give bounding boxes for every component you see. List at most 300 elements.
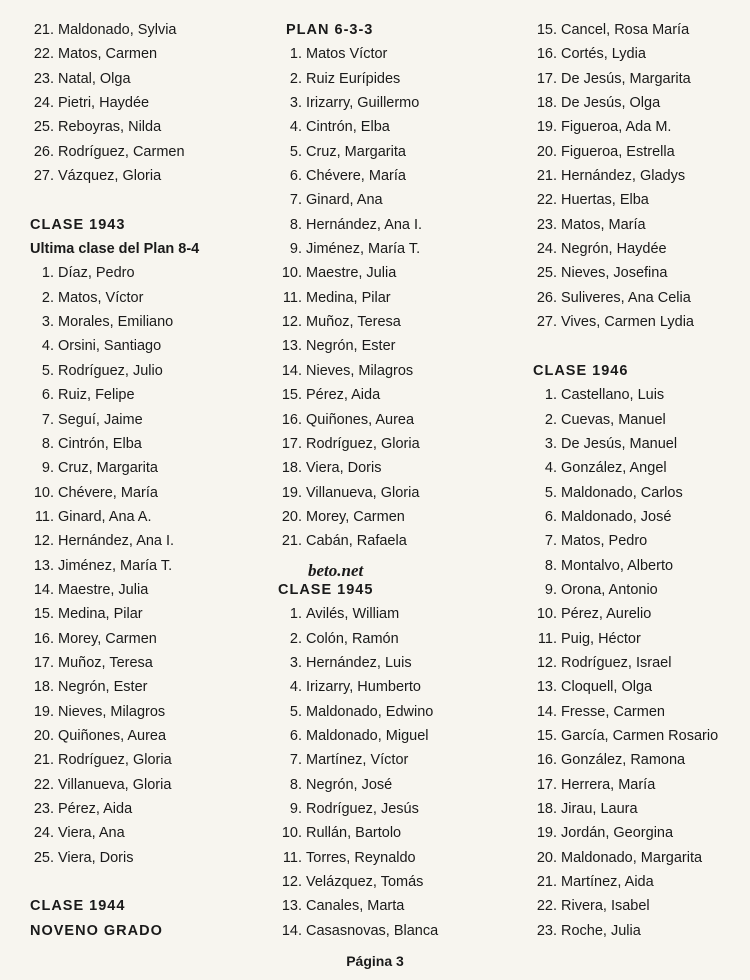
list-item [533,651,748,675]
list-item [533,773,748,797]
item-number: 6. [544,508,557,525]
list-item [533,821,748,845]
list-item [278,237,528,261]
item-number: 17. [281,435,302,452]
student-name: Hernández, Ana I. [306,216,423,233]
item-number: 12. [281,314,302,331]
item-number: 18. [536,801,557,817]
item-number: 19. [33,703,54,720]
list-item [278,821,528,845]
student-name: Villanueva, Gloria [58,776,172,793]
student-name: Casasnovas, Blanca [306,922,439,939]
student-name: Cancel, Rosa María [561,22,690,38]
list-item [30,821,270,845]
student-name: Ruiz, Felipe [58,387,135,404]
list-item [30,700,270,724]
item-number: 21. [281,533,302,550]
student-name: Matos Víctor [306,46,388,63]
list-item [30,115,270,139]
item-number: 22. [33,46,54,63]
list-item [278,529,528,553]
item-number: 3. [289,95,302,112]
item-number: 20. [281,508,302,525]
item-number: 23. [33,801,54,817]
student-name: Cuevas, Manuel [561,411,666,428]
list-item [30,481,270,505]
list-item [30,310,270,334]
student-name: Rullán, Bartolo [306,825,402,842]
item-number: 8. [41,435,54,452]
list-item [30,554,270,578]
item-number: 21. [33,22,54,38]
list-item [533,261,748,285]
student-name: Maestre, Julia [306,265,397,282]
student-name: Ruiz Eurípides [306,70,401,87]
list-item [278,67,528,91]
list-item [533,846,748,870]
column-1 [30,18,270,943]
list-item [30,675,270,699]
item-number: 23. [536,922,557,939]
list-item [533,724,748,748]
item-number: 24. [33,95,54,112]
student-name: Nieves, Josefina [561,265,668,282]
item-number: 8. [289,216,302,233]
list-item [278,481,528,505]
section-heading: PLAN 6-3-3 [286,22,374,38]
list-item [278,773,528,797]
list-item [533,115,748,139]
student-name: Suliveres, Ana Celia [561,289,691,306]
student-name: Medina, Pilar [306,289,391,306]
spacer [533,334,748,358]
student-name: Orsini, Santiago [58,338,162,355]
item-number: 25. [33,849,54,866]
item-number: 4. [544,460,557,477]
item-number: 2. [289,70,302,87]
list-item [278,359,528,383]
student-name: Matos, Carmen [58,46,158,63]
list-item [533,310,748,334]
item-number: 16. [536,752,557,769]
section-heading: NOVENO GRADO [30,922,163,939]
student-name: Morey, Carmen [306,508,405,525]
list-item [30,334,270,358]
list-item [278,700,528,724]
item-number: 5. [289,703,302,720]
student-name: Matos, María [561,216,646,233]
item-number: 10. [33,484,54,501]
list-item [278,140,528,164]
item-number: 20. [536,849,557,866]
student-name: Canales, Marta [306,898,405,915]
list-item [533,456,748,480]
student-name: Irizarry, Humberto [306,679,421,696]
item-number: 2. [289,630,302,647]
student-name: De Jesús, Manuel [561,435,678,452]
item-number: 5. [544,484,557,501]
item-number: 4. [289,679,302,696]
item-number: 5. [289,143,302,160]
item-number: 17. [536,70,557,87]
item-number: 12. [536,654,557,671]
student-name: Rodríguez, Jesús [306,801,419,817]
section-heading: CLASE 1944 [30,898,126,915]
item-number: 16. [536,46,557,63]
spacer [30,188,270,212]
item-number: 3. [544,435,557,452]
student-name: Viera, Doris [58,849,134,866]
student-name: Díaz, Pedro [58,265,135,282]
list-item [533,894,748,918]
student-name: Seguí, Jaime [58,411,143,428]
item-number: 19. [281,484,302,501]
item-number: 5. [41,362,54,379]
item-number: 1. [289,46,302,63]
item-number: 27. [536,314,557,331]
item-number: 15. [536,727,557,744]
item-number: 21. [536,874,557,891]
student-name: Chévere, María [306,168,406,185]
item-number: 18. [536,95,557,112]
item-number: 2. [544,411,557,428]
item-number: 6. [289,727,302,744]
list-item [278,261,528,285]
list-item [30,456,270,480]
item-number: 13. [536,679,557,696]
list-item [30,432,270,456]
student-name: Huertas, Elba [561,192,649,209]
student-name: Avilés, William [306,606,400,623]
list-item [30,748,270,772]
student-name: Negrón, Haydée [561,241,667,258]
item-number: 11. [537,630,557,647]
item-number: 15. [33,606,54,623]
student-name: Viera, Doris [306,460,382,477]
student-name: Hernández, Gladys [561,168,686,185]
item-number: 6. [41,387,54,404]
list-item [278,42,528,66]
student-name: Rodríguez, Israel [561,654,672,671]
list-item [30,408,270,432]
student-name: Rodríguez, Carmen [58,143,185,160]
student-name: De Jesús, Margarita [561,70,691,87]
item-number: 11. [282,289,302,306]
list-item [533,432,748,456]
student-name: Fresse, Carmen [561,703,665,720]
item-number: 9. [544,581,557,598]
list-item [30,797,270,821]
student-name: Medina, Pilar [58,606,143,623]
item-number: 9. [289,801,302,817]
student-name: Morey, Carmen [58,630,157,647]
list-item [533,18,748,42]
list-item [30,286,270,310]
student-name: Nieves, Milagros [58,703,166,720]
list-item [533,602,748,626]
student-name: Ginard, Ana [306,192,383,209]
list-item [533,627,748,651]
student-name: González, Ramona [561,752,686,769]
list-item [30,651,270,675]
list-item [533,748,748,772]
item-number: 8. [289,776,302,793]
list-item [533,870,748,894]
list-item [278,334,528,358]
item-number: 25. [33,119,54,136]
item-number: 20. [536,143,557,160]
student-name: Orona, Antonio [561,581,658,598]
student-name: Nieves, Milagros [306,362,414,379]
student-name: Jordán, Georgina [561,825,674,842]
list-item [30,602,270,626]
list-item [533,578,748,602]
list-item [30,773,270,797]
student-name: Figueroa, Ada M. [561,119,672,136]
list-item [30,627,270,651]
list-item [30,164,270,188]
item-number: 7. [289,752,302,769]
student-name: Cintrón, Elba [58,435,142,452]
item-number: 11. [34,508,54,525]
student-name: Cortés, Lydia [561,46,646,63]
list-item [30,505,270,529]
list-item [278,188,528,212]
student-name: Velázquez, Tomás [306,874,424,891]
student-name: Negrón, Ester [306,338,396,355]
list-item [278,213,528,237]
item-number: 3. [41,314,54,331]
list-item [30,140,270,164]
list-item [278,675,528,699]
student-name: Pérez, Aida [306,387,381,404]
item-number: 26. [33,143,54,160]
student-name: Torres, Reynaldo [306,849,416,866]
student-name: Quiñones, Aurea [58,727,167,744]
section-heading: CLASE 1945 [278,581,374,598]
list-item [533,140,748,164]
student-name: Rivera, Isabel [561,898,650,915]
item-number: 1. [41,265,54,282]
item-number: 18. [281,460,302,477]
list-item [278,505,528,529]
item-number: 21. [536,168,557,185]
list-item [278,164,528,188]
item-number: 8. [544,557,557,574]
section-heading: CLASE 1943 [30,216,126,233]
item-number: 22. [33,776,54,793]
item-number: 13. [33,557,54,574]
student-name: Hernández, Luis [306,654,412,671]
student-name: Villanueva, Gloria [306,484,420,501]
student-name: Vives, Carmen Lydia [561,314,694,331]
list-item [278,286,528,310]
list-item [30,383,270,407]
list-item [533,554,748,578]
list-item [278,432,528,456]
section-subheading: Ultima clase del Plan 8-4 [30,241,200,258]
item-number: 20. [33,727,54,744]
student-name: Maldonado, Miguel [306,727,429,744]
item-number: 24. [33,825,54,842]
list-item [533,408,748,432]
student-name: Maldonado, Carlos [561,484,683,501]
student-name: Cruz, Margarita [306,143,406,160]
student-name: Martínez, Aida [561,874,654,891]
student-name: Natal, Olga [58,70,131,87]
item-number: 27. [33,168,54,185]
student-name: Morales, Emiliano [58,314,174,331]
list-item [533,529,748,553]
student-name: Puig, Héctor [561,630,641,647]
item-number: 4. [41,338,54,355]
item-number: 2. [41,289,54,306]
list-item [30,261,270,285]
student-name: Muñoz, Teresa [58,654,153,671]
list-item [533,700,748,724]
item-number: 24. [536,241,557,258]
list-item [30,42,270,66]
student-name: Montalvo, Alberto [561,557,674,574]
list-item [278,870,528,894]
list-item [278,115,528,139]
list-item [30,359,270,383]
item-number: 9. [289,241,302,258]
student-name: Pietri, Haydée [58,95,150,112]
student-name: Jirau, Laura [561,801,638,817]
student-name: Chévere, María [58,484,158,501]
list-item [30,18,270,42]
item-number: 22. [536,898,557,915]
student-name: Herrera, María [561,776,656,793]
list-item [533,67,748,91]
item-number: 14. [33,581,54,598]
item-number: 1. [544,387,557,404]
item-number: 17. [33,654,54,671]
item-number: 13. [281,898,302,915]
student-name: De Jesús, Olga [561,95,661,112]
student-name: Irizarry, Guillermo [306,95,420,112]
list-item [30,91,270,115]
item-number: 15. [536,22,557,38]
list-item [278,846,528,870]
student-name: González, Angel [561,460,667,477]
item-number: 12. [281,874,302,891]
student-name: Cloquell, Olga [561,679,653,696]
student-name: Martínez, Víctor [306,752,409,769]
list-item [278,310,528,334]
item-number: 10. [281,265,302,282]
section-heading: CLASE 1946 [533,362,629,379]
item-number: 17. [536,776,557,793]
student-name: Rodríguez, Gloria [306,435,420,452]
item-number: 14. [536,703,557,720]
item-number: 16. [33,630,54,647]
student-name: Castellano, Luis [561,387,665,404]
student-name: Maestre, Julia [58,581,149,598]
student-name: Quiñones, Aurea [306,411,415,428]
student-name: Maldonado, Sylvia [58,22,177,38]
item-number: 14. [281,362,302,379]
list-item [30,724,270,748]
student-name: Colón, Ramón [306,630,399,647]
item-number: 12. [33,533,54,550]
list-item [533,481,748,505]
item-number: 19. [536,119,557,136]
student-name: Cabán, Rafaela [306,533,407,550]
student-name: Rodríguez, Julio [58,362,163,379]
list-item [278,894,528,918]
item-number: 11. [282,849,302,866]
list-item [533,213,748,237]
list-item [278,797,528,821]
item-number: 16. [281,411,302,428]
item-number: 9. [41,460,54,477]
list-item [278,627,528,651]
list-item [533,164,748,188]
item-number: 7. [289,192,302,209]
item-number: 6. [289,168,302,185]
item-number: 7. [544,533,557,550]
page-number: Página 3 [346,953,404,969]
list-item [278,408,528,432]
student-name: Jiménez, María T. [58,557,173,574]
list-item [533,505,748,529]
student-name: Negrón, Ester [58,679,148,696]
student-name: Maldonado, Edwino [306,703,434,720]
list-item [278,748,528,772]
list-item [533,675,748,699]
list-item [30,67,270,91]
column-3 [533,18,748,943]
item-number: 21. [33,752,54,769]
student-name: Matos, Pedro [561,533,648,550]
student-name: Matos, Víctor [58,289,144,306]
list-item [533,42,748,66]
student-name: Reboyras, Nilda [58,119,162,136]
item-number: 18. [33,679,54,696]
list-item [30,578,270,602]
list-item [533,919,748,943]
item-number: 15. [281,387,302,404]
student-name: Maldonado, Margarita [561,849,703,866]
spacer [30,870,270,894]
column-2 [278,18,528,943]
list-item [278,919,528,943]
list-item [278,724,528,748]
student-name: Pérez, Aida [58,801,133,817]
student-name: Muñoz, Teresa [306,314,401,331]
list-item [533,91,748,115]
student-name: Jiménez, María T. [306,241,421,258]
item-number: 25. [536,265,557,282]
item-number: 10. [281,825,302,842]
item-number: 19. [536,825,557,842]
item-number: 23. [536,216,557,233]
student-name: Hernández, Ana I. [58,533,175,550]
list-item [533,188,748,212]
student-name: Cintrón, Elba [306,119,390,136]
watermark: beto.net [308,561,364,580]
student-name: Maldonado, José [561,508,672,525]
item-number: 22. [536,192,557,209]
student-name: Rodríguez, Gloria [58,752,172,769]
item-number: 7. [41,411,54,428]
list-item [30,529,270,553]
list-item [278,651,528,675]
list-item [30,846,270,870]
student-name: Ginard, Ana A. [58,508,152,525]
